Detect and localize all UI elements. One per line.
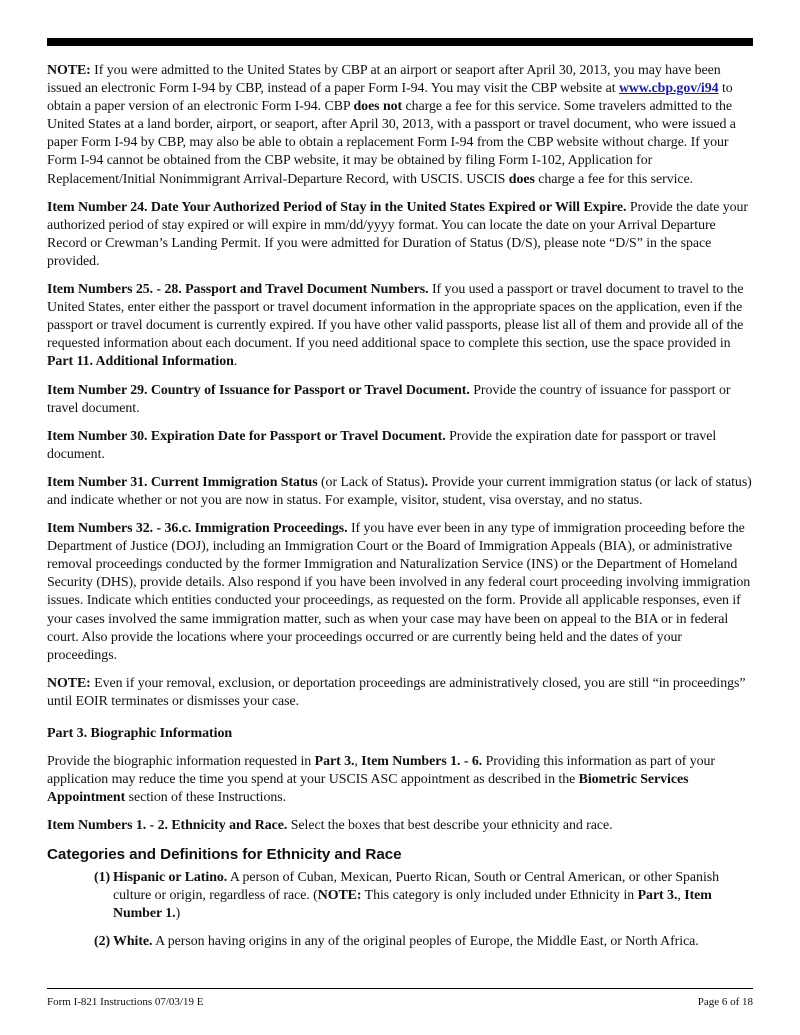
category-white: (2) White. A person having origins in any of the original peoples of Europe, the Middle East, or North Africa. bbox=[47, 933, 755, 951]
note-i94: NOTE: If you were admitted to the United States by CBP at an airport or seaport after April 30, 2013, you may have been issued an electronic Form I-94 by CBP, instead of a paper Form I-94. You may visit the CBP website at www.cbp.gov/i94 to obtain a paper version of an electronic Form I-94. CBP does not charge a fee for this service. Some travelers admitted to the United States at a land border, airport, or seaport, after April 30, 2013, with a passport or travel document, who were issued a paper Form I-94 by CBP, may also be able to obtain a replacement Form I-94 from the CBP website without charge. If your Form I-94 cannot be obtained from the CBP website, it may be obtained by filing Form I-102, Application for Replacement/Initial Nonimmigrant Arrival-Departure Record, with USCIS. USCIS does charge a fee for this service. bbox=[47, 63, 736, 187]
note-proceedings: NOTE: Even if your removal, exclusion, or deportation proceedings are administratively closed, you are still “in proceedings” until EOIR terminates or dismisses your case. bbox=[47, 675, 746, 709]
part3-heading: Part 3. Biographic Information bbox=[47, 726, 233, 741]
list-number: (2) bbox=[94, 933, 111, 949]
cbp-i94-link[interactable]: www.cbp.gov/i94 bbox=[618, 81, 719, 97]
header-rule bbox=[47, 38, 753, 46]
item-31: Item Number 31. Current Immigration Status (or Lack of Status). Provide your current immigration status (or lack of status) and indicate whether or not you are now in status. For example, visitor, student, visa overstay, and no status. bbox=[47, 474, 752, 508]
item-24: Item Number 24. Date Your Authorized Period of Stay in the United States Expired or Will Expire. Provide the date your authorized period of stay expired or will expire in mm/dd/yyyy format. You can locate the date on your Arrival Departure Record or Crewman’s Landing Permit. If you were admitted for Duration of Status (D/S), please note “D/S” in the space provided. bbox=[47, 199, 748, 269]
instructions-body bbox=[47, 62, 755, 961]
footer-rule bbox=[47, 988, 753, 989]
item-32-36c: Item Numbers 32. - 36.c. Immigration Proceedings. If you have ever been in any type of immigration proceeding before the Department of Justice (DOJ), including an Immigration Court or the Board of Immigration Appeals (BIA), or administrative removal proceedings conducted by the former Immigration and Naturalization Service (INS) or the Department of Homeland Security (DHS), provide details. Also respond if you have been involved in any federal court proceeding involving immigration issues. Indicate which entities conducted your proceedings, as requested on the form. Provide all applicable responses, even if your cases involved the same immigration matter, such as when your case may have been on appeal to the BIA or in federal court. Also provide the locations where your proceedings occurred or are currently being held and the dates of your proceedings. bbox=[47, 521, 751, 663]
form-identifier: Form I-821 Instructions 07/03/19 E bbox=[47, 996, 204, 1008]
item-29: Item Number 29. Country of Issuance for Passport or Travel Document. Provide the country of issuance for passport or travel document. bbox=[47, 382, 731, 416]
part3-intro: Provide the biographic information requested in Part 3., Item Numbers 1. - 6. Providing this information as part of your application may reduce the time you spend at your USCIS ASC appointment as described in the Biometric Services Appointment section of these Instructions. bbox=[47, 754, 715, 806]
page-number: Page 6 of 18 bbox=[697, 996, 753, 1008]
list-number: (1) bbox=[94, 869, 111, 885]
page-footer bbox=[47, 996, 753, 1008]
item-25-28: Item Numbers 25. - 28. Passport and Travel Document Numbers. If you used a passport or travel document to travel to the United States, enter either the passport or travel document information in the appropriate spaces on the application, even if the passport or travel document is currently expired. If you have other valid passports, please list all of them and provide all of the requested information about each document. If you need additional space to complete this section, use the space provided in Part 11. Additional Information. bbox=[47, 282, 744, 370]
category-hispanic-latino: (1) Hispanic or Latino. A person of Cuban, Mexican, Puerto Rican, South or Central American, or other Spanish culture or origin, regardless of race. (NOTE: This category is only included under Ethnicity in Part 3., Item Number 1.) bbox=[94, 869, 720, 921]
item-1-2: Item Numbers 1. - 2. Ethnicity and Race. Select the boxes that best describe your ethnicity and race. bbox=[47, 818, 613, 834]
categories-heading: Categories and Definitions for Ethnicity and Race bbox=[47, 846, 402, 864]
item-30: Item Number 30. Expiration Date for Passport or Travel Document. Provide the expiration date for passport or travel document. bbox=[47, 428, 717, 462]
